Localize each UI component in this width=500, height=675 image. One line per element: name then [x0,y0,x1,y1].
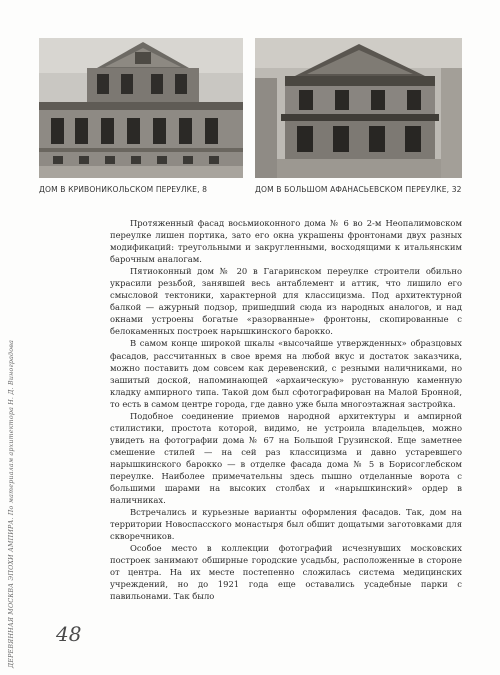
photo-house-bolshoy-afanasyevsky [255,38,462,178]
page-number: 48 [56,622,82,646]
photo-house-krivonikolsky-image [39,38,243,178]
photo-caption-left: ДОМ В КРИВОНИКОЛЬСКОМ ПЕРЕУЛКЕ, 8 [39,185,208,194]
paragraph: Встречались и курьезные варианты оформления фасадов. Так, дом на территории Новоспасского монастыря был обшит дощатыми заготовками для скворечников. [110,507,462,542]
paragraph: Пятиоконный дом № 20 в Гагаринском переулке строители обильно украсили резьбой, занявшей весь антаблемент и аттик, что лишило его смысловой тектоники, характерной для классицизма. Под архитектурной балкой — ажурный подзор, пришедший сюда из народных аналогов, и над окнами устроены богатые «разорванные» фронтоны, скопированные с белокаменных построек нарышкинского барокко. [110,266,462,337]
paragraph: Подобное соединение приемов народной архитектуры и ампирной стилистики, простота которой, видимо, не устроила владельцев, можно увидеть на фотографии дома № 67 на Большой Грузинской. Еще заметнее смешение стилей — на сей раз классицизма и давно устаревшего нарышкинского барокко — в отделке фасада дома № 5 в Борисоглебском переулке. Наиболее примечательны здесь пышно отделанные ворота с большими шарами на высоких столбах и «нарышкинский» ордер в наличниках. [110,410,462,506]
paragraph: В самом конце широкой шкалы «высочайше утвержденных» образцовых фасадов, рассчитанных в свое время на любой вкус и достаток заказчика, можно поставить дом совсем как деревенский, с резными наличниками, но зашитый доской, напоминающей «архаическую» рустованную каменную кладку ампирного типа. Такой дом был сфотографирован на Малой Бронной, то есть в самом центре города, где давно уже была многоэтажная застройка. [110,338,462,409]
body-text [110,217,462,603]
photo-house-bolshoy-afanasyevsky-image [255,38,462,178]
paragraph: Протяженный фасад восьмиоконного дома № 6 во 2-м Неопалимовском переулке лишен портика, зато его окна украшены фронтонами двух разных модификаций: треугольными и закругленными, восходящими к итальянским барочным аналогам. [110,218,462,265]
photo-caption-right: ДОМ В БОЛЬШОМ АФАНАСЬЕВСКОМ ПЕРЕУЛКЕ, 32 [255,185,462,194]
vertical-running-title: ДЕРЕВЯННАЯ МОСКВА ЭПОХИ АМПИРА. По материалам архитектора Н. Д. Виноградова [8,339,15,668]
paragraph: Особое место в коллекции фотографий исчезнувших московских построек занимают обширные городские усадьбы, расположенные в стороне от центра. На их месте постепенно сложилась система медицинских учреждений, но до 1921 года еще оставались усадебные парки с павильонами. Так было [110,543,462,602]
photo-house-krivonikolsky [39,38,243,178]
